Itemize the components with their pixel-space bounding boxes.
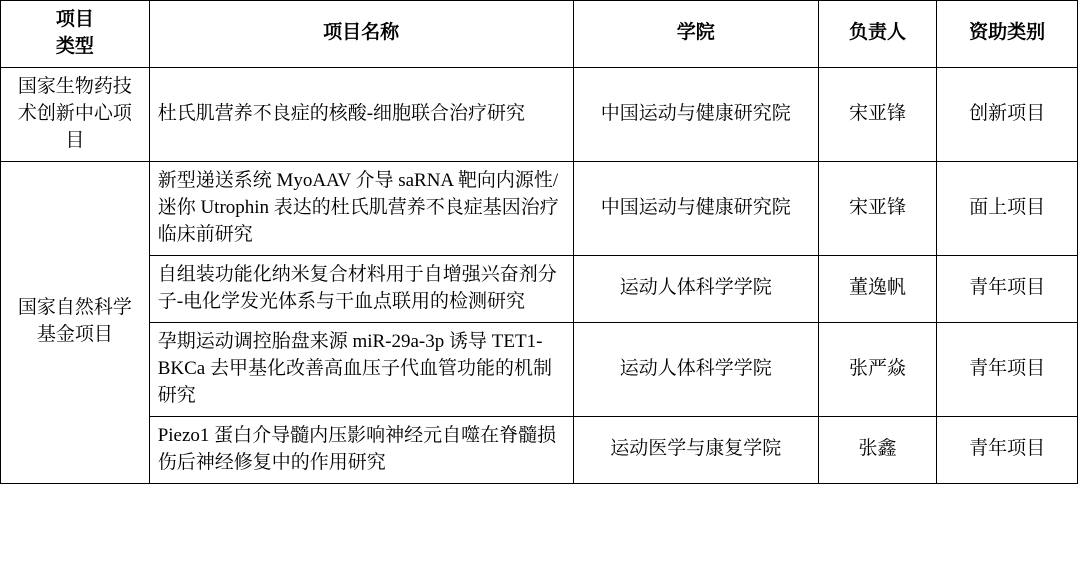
cell-school: 运动人体科学学院 [573,322,818,416]
cell-fund-category: 面上项目 [937,161,1078,255]
table-row [1,161,1078,255]
column-header-project-type-line2: 类型 [55,35,94,57]
column-header-school: 学院 [573,1,818,68]
table-body [1,67,1078,483]
cell-leader: 张鑫 [818,416,937,483]
cell-school: 运动人体科学学院 [573,255,818,322]
cell-school: 中国运动与健康研究院 [573,161,818,255]
table-header [1,1,1078,68]
cell-project-name: 杜氏肌营养不良症的核酸-细胞联合治疗研究 [149,67,573,161]
table-row [1,322,1078,416]
cell-project-name: 自组装功能化纳米复合材料用于自增强兴奋剂分子-电化学发光体系与干血点联用的检测研究 [149,255,573,322]
cell-leader: 张严焱 [818,322,937,416]
column-header-project-name: 项目名称 [149,1,573,68]
table-row [1,67,1078,161]
cell-school: 运动医学与康复学院 [573,416,818,483]
cell-leader: 宋亚锋 [818,67,937,161]
column-header-leader: 负责人 [818,1,937,68]
column-header-project-type-line1: 项目 [55,9,94,30]
table-header-row [1,1,1078,68]
table-row [1,255,1078,322]
cell-leader: 宋亚锋 [818,161,937,255]
cell-project-name: 新型递送系统 MyoAAV 介导 saRNA 靶向内源性/迷你 Utrophin 表达的杜氏肌营养不良症基因治疗临床前研究 [149,161,573,255]
cell-project-type: 国家生物药技术创新中心项目 [1,67,150,161]
cell-fund-category: 创新项目 [937,67,1078,161]
cell-project-type: 国家自然科学基金项目 [1,161,150,483]
cell-leader: 董逸帆 [818,255,937,322]
column-header-fund-category: 资助类别 [937,1,1078,68]
cell-school: 中国运动与健康研究院 [573,67,818,161]
cell-fund-category: 青年项目 [937,416,1078,483]
cell-fund-category: 青年项目 [937,322,1078,416]
cell-fund-category: 青年项目 [937,255,1078,322]
cell-project-name: 孕期运动调控胎盘来源 miR-29a-3p 诱导 TET1-BKCa 去甲基化改善高血压子代血管功能的机制研究 [149,322,573,416]
cell-project-name: Piezo1 蛋白介导髓内压影响神经元自噬在脊髓损伤后神经修复中的作用研究 [149,416,573,483]
column-header-project-type [1,1,150,68]
table-row [1,416,1078,483]
